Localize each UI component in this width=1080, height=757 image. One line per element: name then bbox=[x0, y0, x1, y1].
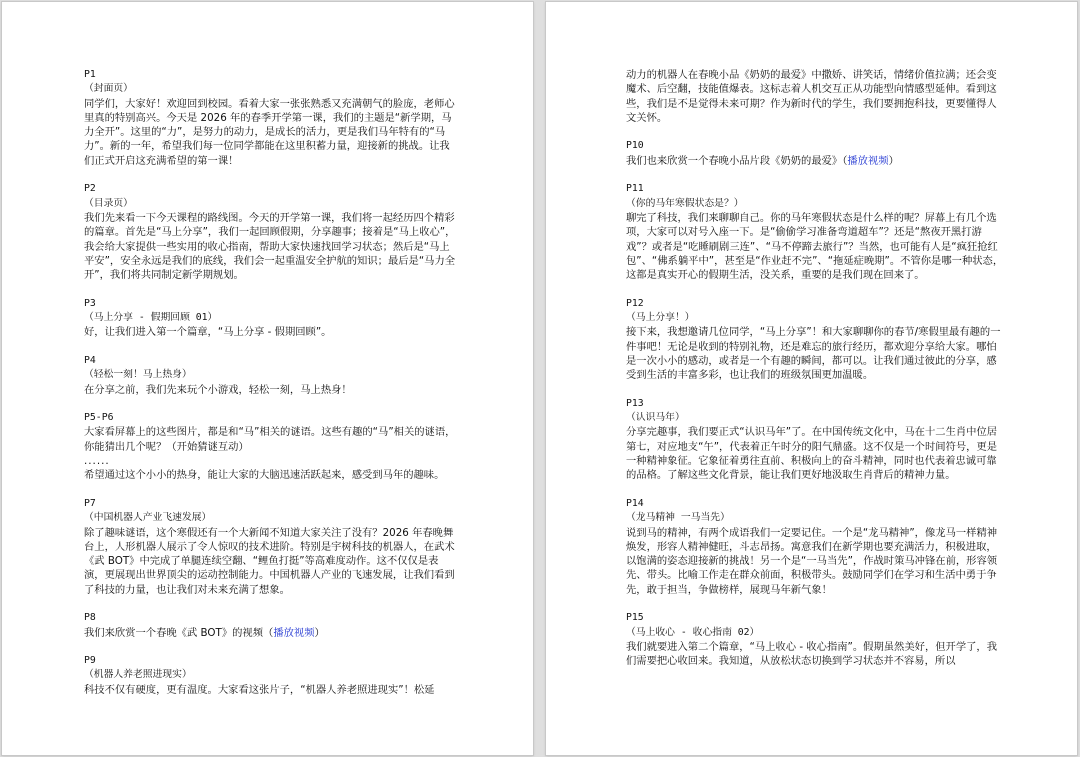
section-p10 bbox=[626, 139, 1004, 168]
page-content bbox=[626, 68, 1004, 683]
section-body: 说到马的精神，有两个成语我们一定要记住。一个是“龙马精神”，像龙马一样精神焕发，形容人精神健旺，斗志昂扬。寓意我们在新学期也要充满活力，积极进取，以饱满的姿态迎接新的挑战！另一个是“一马当先”，作战时策马冲锋在前，形容领先、带头。比喻工作走在群众前面，积极带头。鼓励同学们在学习和生活中勇于争先，敢于担当，争做榜样，展现马年新气象！ bbox=[626, 526, 998, 596]
section-body: 我们就要进入第二个篇章，“马上收心 - 收心指南”。假期虽然美好，但开学了，我们需要把心收回来。我知道，从放松状态切换到学习状态并不容易，所以 bbox=[626, 640, 998, 668]
section-label: P11 bbox=[626, 183, 644, 195]
section-body-close: ） bbox=[314, 626, 325, 639]
section-body-continued: 希望通过这个小小的热身，能让大家的大脑迅速活跃起来，感受到马年的趣味。 bbox=[84, 469, 445, 482]
section-title: （封面页） bbox=[84, 83, 133, 95]
section-p3 bbox=[84, 297, 458, 340]
section-title: （马上收心 - 收心指南 02） bbox=[626, 626, 760, 638]
section-p11 bbox=[626, 182, 1004, 282]
section-title: （龙马精神 一马当先） bbox=[626, 512, 730, 524]
section-title: （轻松一刻！马上热身） bbox=[84, 369, 192, 381]
section-title: （你的马年寒假状态是？） bbox=[626, 197, 744, 209]
section-body-text: 我们也来欣赏一个春晚小品片段《奶奶的最爱》（ bbox=[626, 154, 848, 167]
section-body: 我们先来看一下今天课程的路线图。今天的开学第一课，我们将一起经历四个精彩的篇章。首先是“马上分享”，我们一起回顾假期，分享趣事；接着是“马上收心”，我会给大家提供一些实用的收心指南，帮助大家快速找回学习状态；然后是“马上平安”，安全永远是我们的底线，我们会一起重温安全护航的知识；最后是“马力全开”，我们将共同制定新学期规划。 bbox=[84, 211, 456, 282]
section-label: P10 bbox=[626, 140, 644, 152]
section-p13 bbox=[626, 397, 1004, 483]
section-p9-continued bbox=[626, 68, 1004, 125]
section-p14 bbox=[626, 497, 1004, 597]
section-label: P9 bbox=[84, 655, 96, 667]
section-body: 大家看屏幕上的这些图片，都是和“马”相关的谜语。这些有趣的“马”相关的谜语，你能猜出几个呢？（开始猜谜互动） bbox=[84, 426, 456, 453]
section-title: （马上分享 - 假期回顾 01） bbox=[84, 312, 218, 324]
section-label: P14 bbox=[626, 497, 644, 509]
section-body-close: ） bbox=[888, 154, 899, 167]
document-page-left bbox=[2, 2, 533, 755]
section-label: P3 bbox=[84, 297, 96, 309]
section-body: 好，让我们进入第一个篇章，“马上分享 - 假期回顾”。 bbox=[84, 326, 332, 339]
section-label: P15 bbox=[626, 612, 644, 624]
section-body: 聊完了科技，我们来聊聊自己。你的马年寒假状态是什么样的呢？屏幕上有几个选项，大家可以对号入座一下。是“偷偷学习准备弯道超车”？还是“熬夜开黑打游戏”？或者是“吃睡刷剧三连”、“马不停蹄去旅行”？当然，也可能有人是“疯狂抢红包”、“佛系躺平中”，甚至是“作业赶不完”、“拖延症晚期”。不管你是哪一种状态，这都是真实开心的假期生活，没关系，重要的是我们现在回来了。 bbox=[626, 211, 1004, 282]
section-body bbox=[84, 626, 458, 640]
section-body: 在分享之前，我们先来玩个小游戏，轻松一刻，马上热身！ bbox=[84, 383, 352, 396]
document-page-right bbox=[546, 2, 1077, 755]
section-body: 除了趣味谜语，这个寒假还有一个大新闻不知道大家关注了没有？2026 年春晚舞台上，人形机器人展示了令人惊叹的技术进阶。特别是宇树科技的机器人，在武术《武 BOT》中完成了单腿连续空翻、“鲤鱼打挺”等高难度动作。这不仅仅是表演，更展现出世界顶尖的运动控制能力。中国机器人产业的飞速发展，让我们看到了科技的力量，也让我们对未来充满了想象。 bbox=[84, 526, 455, 596]
section-label: P8 bbox=[84, 612, 96, 624]
page-content bbox=[84, 68, 458, 711]
section-label: P12 bbox=[626, 297, 644, 309]
ellipsis: ...... bbox=[84, 455, 110, 468]
section-body: 接下来，我想邀请几位同学，“马上分享”！和大家聊聊你的春节/寒假里最有趣的一件事吧！无论是收到的特别礼物，还是难忘的旅行经历，都欢迎分享给大家。哪怕是一次小小的感动，或者是一个有趣的瞬间，都可以。让我们通过彼此的分享，感受到生活的丰富多彩，也让我们的班级氛围更加温暖。 bbox=[626, 326, 1001, 382]
play-video-link[interactable]: 播放视频 bbox=[273, 626, 315, 639]
section-p9 bbox=[84, 654, 458, 697]
section-label: P13 bbox=[626, 397, 644, 409]
section-p4 bbox=[84, 354, 458, 397]
section-title: （机器人养老照进现实） bbox=[84, 669, 192, 681]
section-body-text: 我们来欣赏一个春晚《武 BOT》的视频（ bbox=[84, 626, 274, 639]
play-video-link[interactable]: 播放视频 bbox=[847, 154, 889, 167]
section-p12 bbox=[626, 297, 1004, 383]
section-label: P4 bbox=[84, 354, 96, 366]
section-p1 bbox=[84, 68, 458, 168]
section-body: 科技不仅有硬度，更有温度。大家看这张片子，“机器人养老照进现实”！松延 bbox=[84, 683, 435, 696]
section-p2 bbox=[84, 182, 458, 282]
section-label: P1 bbox=[84, 69, 96, 80]
section-label: P7 bbox=[84, 497, 96, 509]
section-title: （中国机器人产业飞速发展） bbox=[84, 512, 212, 524]
section-p7 bbox=[84, 497, 458, 597]
section-title: （马上分享！） bbox=[626, 312, 695, 324]
section-p8 bbox=[84, 611, 458, 640]
section-body bbox=[626, 154, 1004, 168]
section-p5-p6 bbox=[84, 411, 458, 482]
section-p15 bbox=[626, 611, 1004, 668]
section-title: （目录页） bbox=[84, 197, 133, 209]
section-title: （认识马年） bbox=[626, 412, 685, 424]
section-body: 同学们，大家好！欢迎回到校园。看着大家一张张熟悉又充满朝气的脸庞，老师心里真的特别高兴。今天是 2026 年的春季开学第一课，我们的主题是“新学期，马力全开”。这里的“力”，是努力的动力，是成长的活力，更是我们马年特有的“马力”。新的一年，希望我们每一位同学都能在这里积蓄力量，迎接新的挑战。让我们正式开启这充满希望的第一课！ bbox=[84, 97, 455, 167]
section-body: 分享完趣事，我们要正式“认识马年”了。在中国传统文化中，马在十二生肖中位居第七，对应地支“午”，代表着正午时分的阳气鼎盛。这不仅是一个时间符号，更是一种精神象征。它象征着勇往直前、积极向上的奋斗精神，同时也代表着忠诚可靠的品格。了解这些文化背景，能让我们更好地汲取生肖背后的精神力量。 bbox=[626, 426, 998, 482]
section-body: 动力的机器人在春晚小品《奶奶的最爱》中撒娇、讲笑话，情绪价值拉满；还会变魔术、后空翻，技能值爆表。这标志着人机交互正从功能型向情感型延伸。看到这些，我们是不是觉得未来可期？作为新时代的学生，我们要拥抱科技，更要懂得人文关怀。 bbox=[626, 69, 997, 124]
section-label: P5-P6 bbox=[84, 412, 114, 424]
section-label: P2 bbox=[84, 183, 96, 195]
